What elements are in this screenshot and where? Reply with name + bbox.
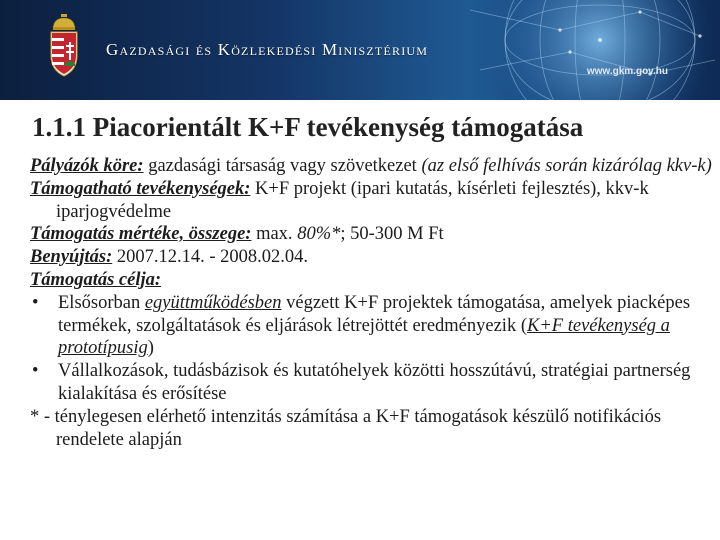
item-percent: 80%* (297, 224, 341, 245)
bullet-icon: • (32, 292, 39, 313)
bullet-emphasis: együttműködésben (144, 292, 282, 313)
item-label: Pályázók köre: (30, 156, 144, 176)
bullet-text-part: végzett K+F projektek támogatása, amelyek piacképes termékek, szolgáltatások és eljárások létrejöttét eredményezik ( (58, 292, 691, 336)
item-text: gazdasági társaság vagy szövetkezet (143, 156, 422, 176)
bullet-emphasis: K+F tevékenység a prototípusig (58, 315, 670, 359)
header-banner (0, 0, 720, 100)
item-tevekenysegek (30, 178, 718, 224)
item-mertek (30, 223, 718, 246)
item-text: max. (251, 224, 298, 245)
website-url: www.gkm.gov.hu (586, 66, 668, 77)
item-label: Támogatás célja: (30, 269, 162, 290)
item-amount: ; 50-300 M Ft (340, 224, 444, 245)
item-celja (30, 269, 718, 292)
item-label: Támogatás mértéke, összege: (30, 224, 252, 245)
slide-title: 1.1.1 Piacorientált K+F tevékenység támogatása (32, 112, 584, 142)
item-note: (az első felhívás során kizárólag kkv-k) (421, 156, 712, 176)
item-benyujtas (30, 246, 718, 269)
item-text: 2007.12.14. - 2008.02.04. (112, 247, 309, 268)
slide-body (30, 155, 718, 451)
bullet-item (30, 292, 718, 360)
footnote: * - ténylegesen elérhető intenzitás számítása a K+F támogatások készülő notifikációs rendelete alapján (30, 406, 662, 450)
item-label: Benyújtás: (30, 247, 113, 268)
item-label: Támogatható tevékenységek: (30, 178, 251, 199)
bullet-text-part: ) (147, 338, 154, 359)
bullet-item (30, 360, 718, 406)
ministry-name: Gazdasági és Közlekedési Minisztérium (106, 40, 429, 59)
item-palyazok (30, 155, 718, 178)
bullet-text: Vállalkozások, tudásbázisok és kutatóhelyek közötti hosszútávú, stratégiai partnerség kialakítása és erősítése (58, 361, 691, 404)
hungarian-coat-of-arms-icon (48, 14, 80, 80)
bullet-icon: • (32, 361, 39, 382)
bullet-text-part: Elsősorban (58, 292, 145, 313)
item-text: K+F projekt (ipari kutatás, kísérleti fejlesztés), kkv-k iparjogvédelme (56, 178, 649, 222)
bullet-text (58, 292, 718, 360)
